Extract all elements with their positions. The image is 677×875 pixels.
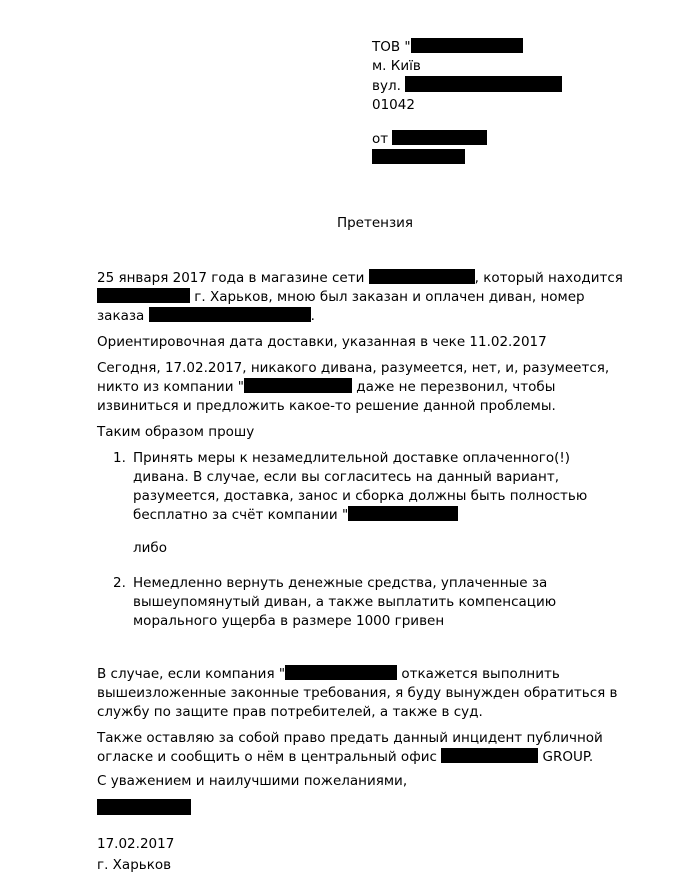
street-prefix: вул. <box>372 78 406 94</box>
redaction-bar-company-1 <box>244 378 352 393</box>
redaction-bar-company-4 <box>441 748 538 763</box>
text-segment: бесплатно за счёт компании " <box>133 507 349 523</box>
paragraph-no-delivery <box>97 359 653 416</box>
redaction-bar-order-number <box>149 307 311 322</box>
redaction-bar-company-3 <box>285 665 397 680</box>
text-segment: . <box>310 308 315 324</box>
p5-line-1 <box>97 665 653 684</box>
paragraph-legal-threat <box>97 665 653 722</box>
redaction-bar-company-2 <box>348 506 458 521</box>
text-segment: даже не перезвонил, чтобы <box>351 379 556 395</box>
signature-line <box>97 799 653 819</box>
list-item-2 <box>113 574 653 631</box>
text-segment: огласке и сообщить о нём в центральный офис <box>97 749 442 765</box>
redaction-bar-street <box>405 76 562 92</box>
redaction-bar-recipient <box>411 38 523 53</box>
sender-line-1 <box>372 130 653 149</box>
postal-code: 01042 <box>372 97 415 113</box>
list-item-1 <box>113 449 653 525</box>
list-item-1-text <box>133 449 587 525</box>
redaction-bar-sender-1 <box>392 130 487 145</box>
text-segment: никто из компании " <box>97 379 244 395</box>
paragraph-delivery-date: Ориентировочная дата доставки, указанная в чеке 11.02.2017 <box>97 334 547 350</box>
p1-line-1 <box>97 269 653 288</box>
street-line <box>372 76 653 96</box>
p1-line-3 <box>97 307 653 326</box>
text-segment: морального ущерба в размере 1000 гривен <box>133 613 445 629</box>
p6-line-1: Также оставляю за собой право предать данный инцидент публичной <box>97 730 603 746</box>
list-item-2-number: 2. <box>113 575 126 591</box>
text-segment: г. Харьков, мною был заказан и оплачен диван, номер <box>190 289 585 305</box>
closing-city: г. Харьков <box>97 857 172 873</box>
list-connector: либо <box>133 540 167 556</box>
redaction-bar-signature <box>97 799 191 815</box>
p1-line-2 <box>97 288 653 307</box>
text-segment: Немедленно вернуть денежные средства, уплаченные за <box>133 575 548 591</box>
text-segment: дивана. В случае, если вы согласитесь на данный вариант, <box>133 469 559 485</box>
text-segment: Принять меры к незамедлительной доставке оплаченного(!) <box>133 450 571 466</box>
text-segment: разумеется, доставка, занос и сборка должны быть полностью <box>133 488 588 504</box>
p3-line-1: Сегодня, 17.02.2017, никакого дивана, разумеется, нет, и, разумеется, <box>97 360 610 376</box>
li1-line-4 <box>133 506 587 525</box>
p3-line-3: извиниться и предложить какое-то решение данной проблемы. <box>97 398 556 414</box>
p3-line-2 <box>97 378 653 397</box>
redaction-bar-store-address <box>97 288 190 303</box>
recipient-prefix: ТОВ " <box>372 39 411 55</box>
paragraph-publicity-threat <box>97 729 653 767</box>
letterhead-block <box>372 38 653 168</box>
text-segment: 25 января 2017 года в магазине сети <box>97 270 369 286</box>
list-item-2-text <box>133 574 556 631</box>
closing-date: 17.02.2017 <box>97 836 175 852</box>
text-segment: вышеупомянутый диван, а также выплатить компенсацию <box>133 594 557 610</box>
p5-line-2: вышеизложенные законные требования, я буду вынужден обратиться в <box>97 685 618 701</box>
redaction-bar-store-name <box>369 269 475 284</box>
sender-block <box>372 130 653 168</box>
page-title: Претензия <box>336 215 414 231</box>
recipient-line <box>372 38 653 57</box>
p6-line-2 <box>97 748 653 767</box>
text-segment: В случае, если компания " <box>97 666 286 682</box>
redaction-bar-sender-2 <box>372 149 465 164</box>
from-prefix: от <box>372 131 393 147</box>
text-segment: заказа <box>97 308 149 324</box>
list-item-1-number: 1. <box>113 450 126 466</box>
recipient-city: м. Київ <box>372 58 421 74</box>
closing-regards: С уважением и наилучшими пожеланиями, <box>97 773 408 789</box>
sender-line-2 <box>372 149 653 168</box>
paragraph-demands-intro: Таким образом прошу <box>97 424 255 440</box>
text-segment: , который находится <box>474 270 623 286</box>
paragraph-order-info <box>97 269 653 326</box>
text-segment: откажется выполнить <box>397 666 560 682</box>
p5-line-3: службу по защите прав потребителей, а также в суд. <box>97 704 483 720</box>
text-segment: GROUP. <box>538 749 594 765</box>
